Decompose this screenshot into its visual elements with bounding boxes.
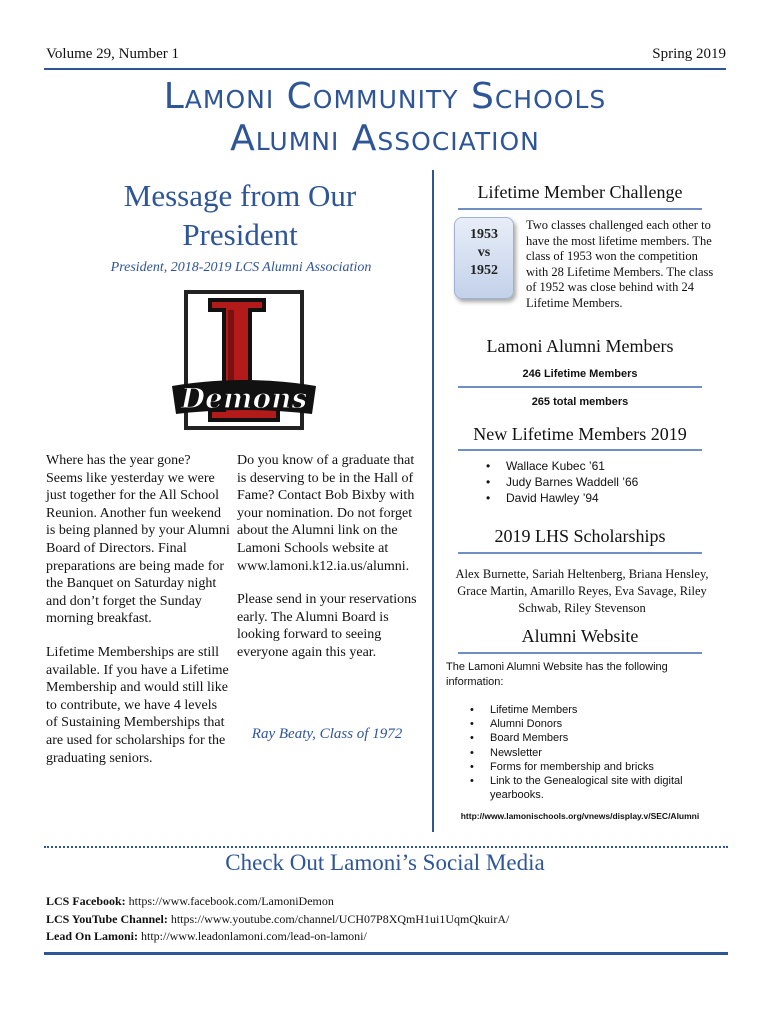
logo-wordmark: Demons [180,382,308,415]
facebook-label: LCS Facebook: [46,894,126,908]
list-item: • Forms for membership and bricks [468,760,708,774]
badge-vs: vs [477,245,491,260]
scholarship-heading: 2019 LHS Scholarships [494,526,666,546]
list-item: • Board Members [468,731,708,745]
lead-on-lamoni-row [46,928,509,946]
challenge-text: Two classes challenged each other to have the most lifetime members. The class of 1953 won the competition with 28 Lifetime Members. The class of 1952 was close behind with 24 Lifetime Members. [526,218,714,310]
section-divider [458,552,702,554]
lead-on-lamoni-label: Lead On Lamoni: [46,929,139,943]
message-column-1 [46,452,230,783]
new-members-list [484,458,638,506]
challenge-heading: Lifetime Member Challenge [477,182,683,202]
list-item: • Newsletter [468,746,708,760]
footer-divider [44,952,728,955]
scholarship-names: Alex Burnette, Sariah Heltenberg, Briana Hensley, Grace Martin, Amarillo Reyes, Eva Savage, Riley Schwab, Riley Stevenson [455,567,709,615]
section-divider [458,449,702,451]
website-list [468,703,708,802]
website-url-link[interactable]: http://www.lamonischools.org/vnews/display.v/SEC/Alumni [460,811,700,821]
class-badge [454,217,514,299]
list-item: • Link to the Genealogical site with digital yearbooks. [468,774,708,802]
message-title [60,176,420,254]
title-line-2: Alumni Association [230,118,540,159]
list-item: • Alumni Donors [468,717,708,731]
message-paragraph: Lifetime Memberships are still available. If you have a Lifetime Membership and would still like to contribute, we have 4 levels of Sustaining Memberships that are used for scholarships for the graduating seniors. [46,644,229,766]
badge-year-2: 1952 [470,263,498,278]
lead-on-lamoni-link[interactable]: http://www.leadonlamoni.com/lead-on-lamoni/ [141,929,367,943]
website-intro: The Lamoni Alumni Website has the following information: [446,661,668,688]
demons-logo [170,286,318,436]
new-members-heading: New Lifetime Members 2019 [473,424,687,444]
section-divider [458,652,702,654]
message-paragraph: Where has the year gone? Seems like yesterday we were just together for the All School Reunion. Another fun weekend is being planned by your Alumni Board of Directors. Final preparations are being made for the Banquet on Saturday night and don’t forget the Sunday morning breakfast. [46,453,230,627]
newsletter-title [0,76,770,160]
website-heading: Alumni Website [521,626,639,646]
youtube-link[interactable]: https://www.youtube.com/channel/UCH07P8XQmH1ui1UqmQkuirA/ [170,911,510,926]
message-paragraph: Please send in your reservations early. The Alumni Board is looking forward to seeing everyone again this year. [237,592,417,660]
message-subtitle: President, 2018-2019 LCS Alumni Association [110,260,372,275]
lifetime-member-count: 246 Lifetime Members [522,368,638,380]
sidebar [432,170,728,832]
message-title-line-1: Message from Our [123,178,357,213]
president-signature: Ray Beaty, Class of 1972 [251,726,403,742]
social-links [46,893,509,946]
section-divider [458,386,702,388]
issue-season: Spring 2019 [652,46,726,62]
badge-year-1: 1953 [470,227,498,242]
volume-number: Volume 29, Number 1 [46,46,180,62]
section-divider [458,208,702,210]
facebook-link[interactable]: https://www.facebook.com/LamoniDemon [128,894,334,908]
message-title-line-2: President [182,217,298,252]
youtube-label: LCS YouTube Channel: [46,911,168,926]
total-member-count: 265 total members [531,396,629,408]
message-paragraph: Do you know of a graduate that is deserving to be in the Hall of Fame? Contact Bob Bixby with your nomination. Do not forget about the Alumni link on the Lamoni Schools website at www.lamoni.k12.ia.us/alumni. [237,453,415,574]
social-heading: Check Out Lamoni’s Social Media [225,850,545,875]
list-item: • Lifetime Members [468,703,708,717]
social-divider [44,846,728,848]
facebook-row [46,893,509,911]
list-item: • Judy Barnes Waddell ’66 [484,474,638,490]
title-line-1: Lamoni Community Schools [163,76,607,117]
youtube-row [46,911,509,929]
message-column-2 [237,452,417,678]
members-heading: Lamoni Alumni Members [486,336,674,356]
header-divider [44,68,726,70]
list-item: • David Hawley ’94 [484,490,638,506]
list-item: • Wallace Kubec ’61 [484,458,638,474]
